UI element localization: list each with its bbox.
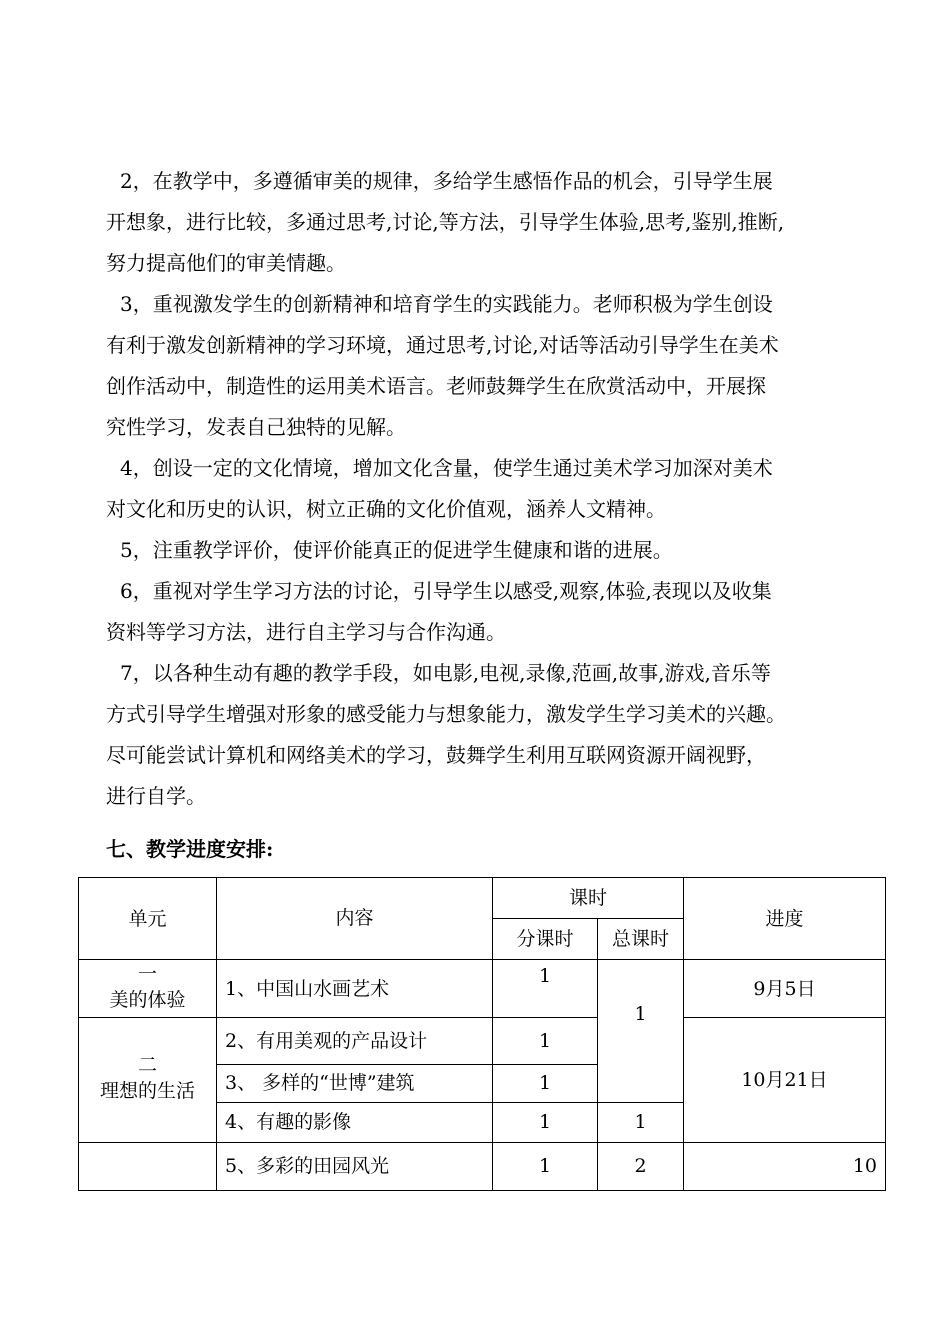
- content-cell: 2、有用美观的产品设计: [217, 1018, 493, 1064]
- paragraph-7-line-1: 7，以各种生动有趣的教学手段，如电影,电视,录像,范画,故事,游戏,音乐等: [120, 661, 771, 685]
- paragraph-3-line-3: 创作活动中，制造性的运用美术语言。老师鼓舞学生在欣赏活动中，开展探: [106, 374, 766, 398]
- paragraph-7-line-4: 进行自学。: [106, 784, 206, 808]
- unit-number: 二: [137, 1054, 157, 1077]
- sub-hours-cell: 1: [493, 1064, 598, 1102]
- paragraph-2-line-3: 努力提高他们的审美情趣。: [106, 251, 346, 275]
- content-cell: 3、 多样的“世博”建筑: [217, 1064, 493, 1102]
- sub-hours-cell: 1: [493, 1142, 598, 1190]
- header-sub-hours: 分课时: [493, 919, 598, 960]
- table-row: [79, 1018, 886, 1064]
- schedule-table: [78, 877, 886, 1191]
- paragraph-3-line-2: 有利于激发创新精神的学习环境，通过思考,讨论,对话等活动引导学生在美术: [106, 333, 779, 357]
- table-header-row: [79, 878, 886, 919]
- unit-name: 理想的生活: [99, 1080, 195, 1103]
- sub-hours-cell: 1: [493, 1102, 598, 1142]
- paragraph-4-line-1: 4，创设一定的文化情境，增加文化含量，使学生通过美术学习加深对美术: [120, 456, 773, 480]
- header-unit: 单元: [79, 878, 217, 960]
- paragraph-3-line-1: 3，重视激发学生的创新精神和培育学生的实践能力。老师积极为学生创设: [120, 292, 773, 316]
- total-hours-cell: 1: [598, 1102, 684, 1142]
- sub-hours-cell: 1: [493, 960, 598, 1018]
- header-content: 内容: [217, 878, 493, 960]
- content-cell: 1、中国山水画艺术: [217, 960, 493, 1018]
- progress-cell: 10月21日: [684, 1018, 886, 1142]
- paragraph-6-line-2: 资料等学习方法，进行自主学习与合作沟通。: [106, 620, 506, 644]
- unit-number: 一: [137, 962, 157, 985]
- paragraph-2-line-1: 2，在教学中，多遵循审美的规律，多给学生感悟作品的机会，引导学生展: [120, 169, 773, 193]
- header-hours: 课时: [493, 878, 684, 919]
- unit-cell-2: [79, 1018, 217, 1142]
- unit-name: 美的体验: [109, 988, 186, 1011]
- unit-cell-3: [79, 1142, 217, 1190]
- paragraph-3-line-4: 究性学习，发表自己独特的见解。: [106, 415, 406, 439]
- header-progress: 进度: [684, 878, 886, 960]
- paragraph-7-line-2: 方式引导学生增强对形象的感受能力与想象能力，激发学生学习美术的兴趣。: [106, 702, 786, 726]
- progress-cell: 10: [684, 1142, 886, 1190]
- total-hours-cell: 2: [598, 1142, 684, 1190]
- sub-hours-cell: 1: [493, 1018, 598, 1064]
- paragraph-2-line-2: 开想象，进行比较，多通过思考,讨论,等方法，引导学生体验,思考,鉴别,推断,: [106, 210, 785, 234]
- section-heading: 七、教学进度安排:: [106, 837, 274, 861]
- progress-cell: 9月5日: [684, 960, 886, 1018]
- header-total-hours: 总课时: [598, 919, 684, 960]
- paragraph-7-line-3: 尽可能尝试计算机和网络美术的学习，鼓舞学生利用互联网资源开阔视野，: [106, 743, 766, 767]
- paragraph-6-line-1: 6，重视对学生学习方法的讨论，引导学生以感受,观察,体验,表现以及收集: [120, 579, 772, 603]
- content-cell: 5、多彩的田园风光: [217, 1142, 493, 1190]
- paragraph-5-line-1: 5，注重教学评价，使评价能真正的促进学生健康和谐的进展。: [120, 538, 673, 562]
- table-row: [79, 960, 886, 1018]
- table-row: [79, 1142, 886, 1190]
- paragraph-4-line-2: 对文化和历史的认识，树立正确的文化价值观，涵养人文精神。: [106, 497, 666, 521]
- unit-cell-1: [79, 960, 217, 1018]
- content-cell: 4、有趣的影像: [217, 1102, 493, 1142]
- total-hours-merged-cell: 1: [598, 960, 684, 1102]
